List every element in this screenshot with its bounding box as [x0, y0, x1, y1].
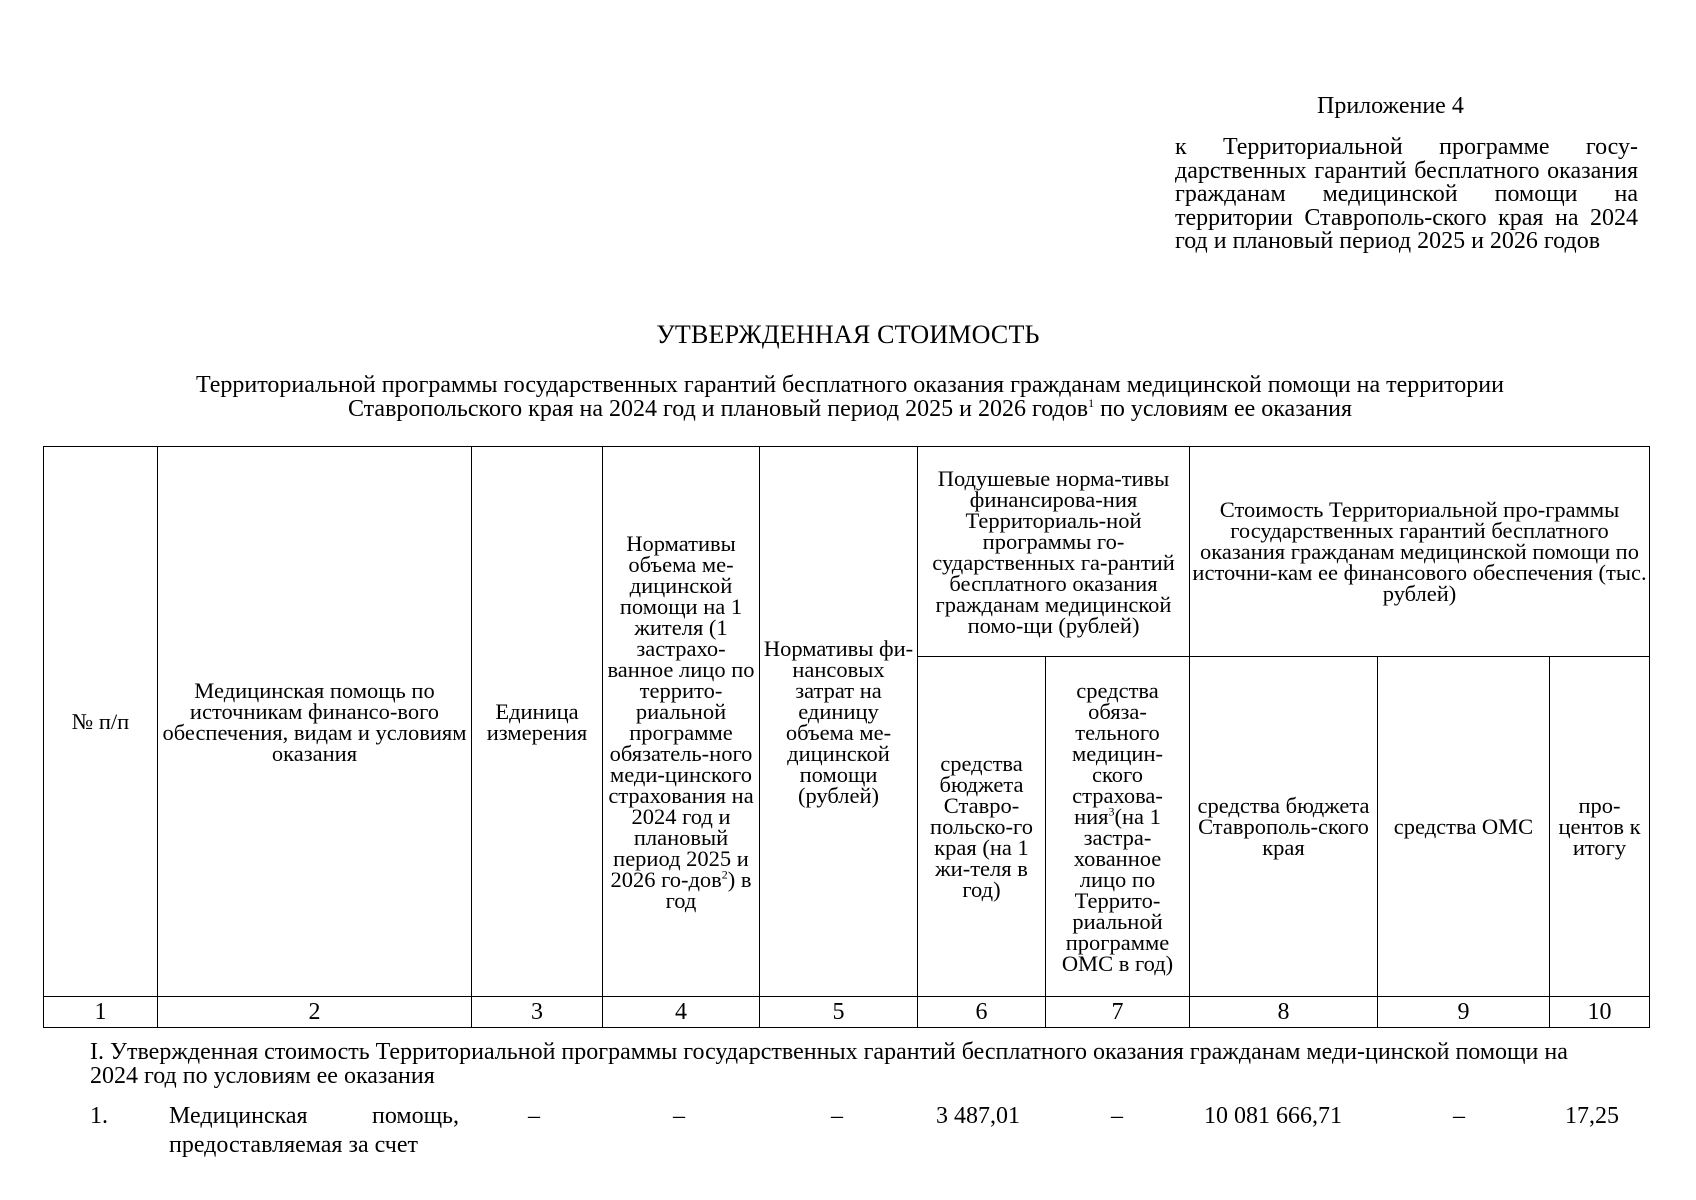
appendix-text: к Территориальной программе госу-дарственных гарантий бесплатного оказания гражданам медицинской помощи на территории Ставрополь-ского края на 2024 год и плановый период 2025 и 2026 годов [1175, 134, 1638, 254]
header-col-regional-budget-per-capita: средства бюджета Ставро-польско-го края (на 1 жи-теля в год) [918, 657, 1046, 997]
header-table [43, 446, 1650, 1028]
column-number: 7 [1046, 997, 1190, 1028]
header-col-unit: Единица измерения [472, 447, 603, 997]
header-col-volume-norms [603, 447, 760, 997]
document-title: УТВЕРЖДЕННАЯ СТОИМОСТЬ [656, 320, 1040, 349]
column-number: 8 [1190, 997, 1378, 1028]
header-col-percent: про-центов к итогу [1550, 657, 1650, 997]
column-number: 10 [1550, 997, 1650, 1028]
row-cell-regional-budget-per-capita: 3 487,01 [936, 1103, 1020, 1129]
row-cell-percent: 17,25 [1565, 1103, 1619, 1129]
col4-text-end: ) в год [665, 866, 752, 913]
header-col-oms-total: средства ОМС [1378, 657, 1550, 997]
row-number: 1. [90, 1103, 108, 1129]
header-col-number: № п/п [44, 447, 158, 997]
header-col-oms-per-capita [1046, 657, 1190, 997]
header-group-per-capita: Подушевые норма-тивы финансирова-ния Территориаль-ной программы го-сударственных га-рантий бесплатного оказания гражданам медицинской помо-щи (рублей) [918, 447, 1190, 657]
header-col-cost-norms: Нормативы фи-нансовых затрат на единицу объема ме-дицинской помощи (рублей) [760, 447, 918, 997]
row-cell-cost-norm: – [831, 1103, 843, 1129]
col7-footnote-mark: 3 [1108, 804, 1115, 818]
header-group-program-cost: Стоимость Территориальной про-граммы государственных гарантий бесплатного оказания гражданам медицинской помощи по источни-кам ее финансового обеспечения (тыс. рублей) [1190, 447, 1650, 657]
footnote-mark: 1 [1088, 396, 1095, 410]
section-title: I. Утвержденная стоимость Территориальной программы государственных гарантий бесплатного оказания гражданам меди-цинской помощи на 2024 год по условиям ее оказания [90, 1039, 1568, 1089]
row-cell-unit: – [528, 1103, 540, 1129]
row-name [169, 1104, 459, 1157]
appendix-title: Приложение 4 [1317, 93, 1464, 119]
row-cell-oms-total: – [1453, 1103, 1465, 1129]
document-subtitle [70, 373, 1630, 421]
column-number: 1 [44, 997, 158, 1028]
row-cell-volume-norm: – [673, 1103, 685, 1129]
subtitle-line-2-end: по условиям ее оказания [1094, 396, 1353, 422]
col7-text: средства обяза-тельного медицин-ского страхова-ния [1071, 677, 1164, 829]
row-cell-oms-per-capita: – [1111, 1103, 1123, 1129]
row-name-line-2: предоставляемая за счет [169, 1132, 418, 1158]
col4-text: Нормативы объема ме-дицинской помощи на 1 жителя (1 застрахо-ванное лицо по террито-риальной программе обязатель-ного меди-цинского страхования на 2024 год и плановый период 2025 и 2026 го-дов [607, 530, 755, 892]
subtitle-line-2: Ставропольского края на 2024 год и плановый период 2025 и 2026 годов [347, 396, 1089, 422]
col7-text-end: (на 1 застра-хованное лицо по Террито-риальной программе ОМС в год) [1061, 803, 1174, 976]
row-cell-regional-budget-total: 10 081 666,71 [1204, 1103, 1342, 1129]
row-name-line-1: Медицинская помощь, [169, 1103, 459, 1129]
column-number: 4 [603, 997, 760, 1028]
column-number: 3 [472, 997, 603, 1028]
header-col-regional-budget-total: средства бюджета Ставрополь-ского края [1190, 657, 1378, 997]
column-number: 9 [1378, 997, 1550, 1028]
column-number: 5 [760, 997, 918, 1028]
col4-footnote-mark: 2 [721, 867, 728, 881]
header-col-medical-care: Медицинская помощь по источникам финансо-вого обеспечения, видам и условиям оказания [158, 447, 472, 997]
column-number: 6 [918, 997, 1046, 1028]
column-number: 2 [158, 997, 472, 1028]
subtitle-line-1: Территориальной программы государственных гарантий бесплатного оказания гражданам медицинской помощи на территории [195, 372, 1504, 398]
